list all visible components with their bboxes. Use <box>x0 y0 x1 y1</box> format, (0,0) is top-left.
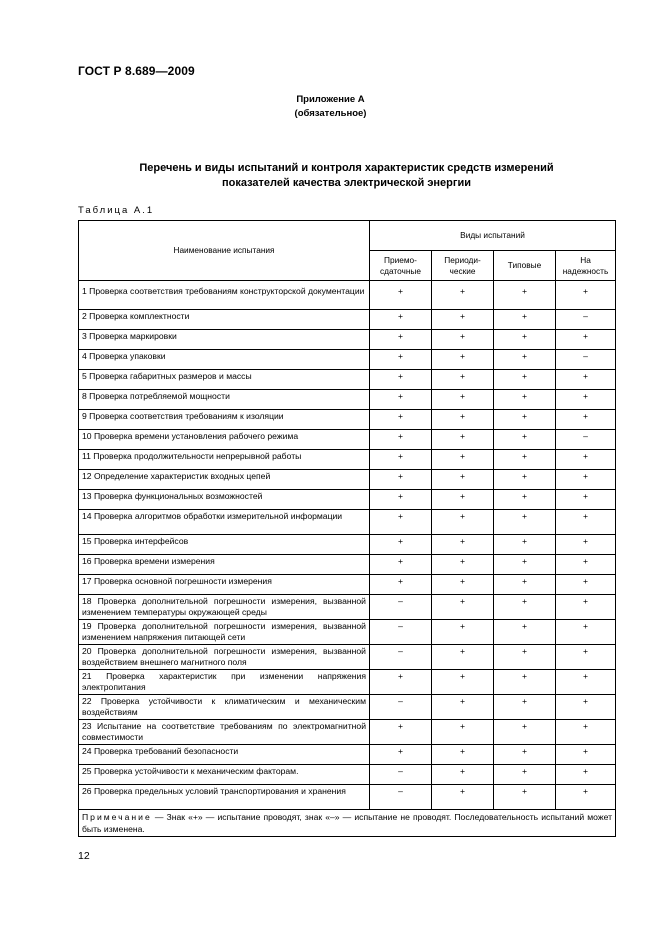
mark-acceptance: + <box>370 720 432 745</box>
mark-reliability: + <box>556 620 616 645</box>
header-reliability: На надежность <box>556 251 616 281</box>
header-test-types: Виды испытаний <box>370 221 616 251</box>
mark-type: + <box>494 575 556 595</box>
row-test-name: 1 Проверка соответствия требованиям конструкторской документации <box>79 281 370 310</box>
mark-reliability: + <box>556 390 616 410</box>
table-note <box>79 810 616 837</box>
mark-type: + <box>494 595 556 620</box>
table-row <box>79 370 616 390</box>
mark-acceptance: – <box>370 645 432 670</box>
mark-acceptance: + <box>370 745 432 765</box>
header-test-name: Наименование испытания <box>79 221 370 281</box>
mark-type: + <box>494 330 556 350</box>
mark-periodic: + <box>432 470 494 490</box>
mark-type: + <box>494 470 556 490</box>
document-title <box>78 161 615 191</box>
mark-type: + <box>494 670 556 695</box>
table-row <box>79 490 616 510</box>
mark-reliability: + <box>556 470 616 490</box>
mark-periodic: + <box>432 350 494 370</box>
mark-periodic: + <box>432 535 494 555</box>
row-test-name: 26 Проверка предельных условий транспортирования и хранения <box>79 785 370 810</box>
mark-acceptance: – <box>370 785 432 810</box>
mark-reliability: + <box>556 370 616 390</box>
mark-type: + <box>494 370 556 390</box>
mark-reliability: – <box>556 350 616 370</box>
mark-acceptance: + <box>370 490 432 510</box>
mark-acceptance: + <box>370 555 432 575</box>
mark-periodic: + <box>432 410 494 430</box>
row-test-name: 17 Проверка основной погрешности измерения <box>79 575 370 595</box>
row-test-name: 19 Проверка дополнительной погрешности измерения, вызванной изменением напряжения питающей сети <box>79 620 370 645</box>
mark-type: + <box>494 390 556 410</box>
table-row <box>79 670 616 695</box>
row-test-name: 20 Проверка дополнительной погрешности измерения, вызванной воздействием внешнего магнитного поля <box>79 645 370 670</box>
mark-type: + <box>494 281 556 310</box>
mark-periodic: + <box>432 720 494 745</box>
row-test-name: 16 Проверка времени измерения <box>79 555 370 575</box>
mark-acceptance: + <box>370 535 432 555</box>
table-row <box>79 510 616 535</box>
row-test-name: 23 Испытание на соответствие требованиям по электромагнитной совместимости <box>79 720 370 745</box>
mark-acceptance: + <box>370 390 432 410</box>
standard-code: ГОСТ Р 8.689—2009 <box>78 64 195 78</box>
mark-acceptance: + <box>370 410 432 430</box>
mark-acceptance: – <box>370 765 432 785</box>
mark-periodic: + <box>432 430 494 450</box>
table-row <box>79 281 616 310</box>
table-row <box>79 430 616 450</box>
mark-reliability: + <box>556 695 616 720</box>
row-test-name: 22 Проверка устойчивости к климатическим и механическим воздействиям <box>79 695 370 720</box>
mark-type: + <box>494 350 556 370</box>
mark-type: + <box>494 695 556 720</box>
mark-reliability: + <box>556 450 616 470</box>
mark-acceptance: + <box>370 670 432 695</box>
note-label: Примечание <box>82 812 152 822</box>
table-row <box>79 450 616 470</box>
mark-periodic: + <box>432 645 494 670</box>
mark-reliability: – <box>556 430 616 450</box>
mark-periodic: + <box>432 330 494 350</box>
mark-reliability: + <box>556 330 616 350</box>
row-test-name: 13 Проверка функциональных возможностей <box>79 490 370 510</box>
mark-type: + <box>494 645 556 670</box>
mark-periodic: + <box>432 281 494 310</box>
mark-periodic: + <box>432 390 494 410</box>
mark-reliability: + <box>556 745 616 765</box>
mark-periodic: + <box>432 555 494 575</box>
mark-type: + <box>494 510 556 535</box>
mark-reliability: + <box>556 555 616 575</box>
row-test-name: 2 Проверка комплектности <box>79 310 370 330</box>
page-number: 12 <box>78 850 90 862</box>
row-test-name: 5 Проверка габаритных размеров и массы <box>79 370 370 390</box>
mark-periodic: + <box>432 490 494 510</box>
table-row <box>79 620 616 645</box>
header-type: Типовые <box>494 251 556 281</box>
row-test-name: 21 Проверка характеристик при изменении напряжения электропитания <box>79 670 370 695</box>
table-row <box>79 535 616 555</box>
row-test-name: 4 Проверка упаковки <box>79 350 370 370</box>
tests-table <box>78 220 616 837</box>
mark-periodic: + <box>432 450 494 470</box>
mark-reliability: – <box>556 310 616 330</box>
table-row <box>79 645 616 670</box>
row-test-name: 18 Проверка дополнительной погрешности измерения, вызванной изменением температуры окружающей среды <box>79 595 370 620</box>
table-row <box>79 720 616 745</box>
mark-reliability: + <box>556 575 616 595</box>
mark-reliability: + <box>556 765 616 785</box>
table-row <box>79 595 616 620</box>
mark-periodic: + <box>432 575 494 595</box>
row-test-name: 8 Проверка потребляемой мощности <box>79 390 370 410</box>
mark-acceptance: + <box>370 575 432 595</box>
mark-type: + <box>494 535 556 555</box>
mark-type: + <box>494 745 556 765</box>
mark-periodic: + <box>432 745 494 765</box>
mark-acceptance: + <box>370 450 432 470</box>
annex-title: Приложение А <box>296 94 365 105</box>
mark-reliability: + <box>556 720 616 745</box>
table-row <box>79 310 616 330</box>
mark-acceptance: – <box>370 695 432 720</box>
mark-acceptance: + <box>370 470 432 490</box>
mark-type: + <box>494 785 556 810</box>
mark-reliability: + <box>556 410 616 430</box>
note-text: — Знак «+» — испытание проводят, знак «–» — испытание не проводят. Последовательность испытаний может быть изменена. <box>82 812 613 834</box>
row-test-name: 3 Проверка маркировки <box>79 330 370 350</box>
mark-acceptance: + <box>370 350 432 370</box>
table-row <box>79 695 616 720</box>
mark-acceptance: + <box>370 310 432 330</box>
mark-reliability: + <box>556 510 616 535</box>
table-note-row <box>79 810 616 837</box>
mark-periodic: + <box>432 695 494 720</box>
document-title-line-1: Перечень и виды испытаний и контроля характеристик средств измерений <box>139 162 554 174</box>
mark-periodic: + <box>432 510 494 535</box>
table-row <box>79 575 616 595</box>
mark-reliability: + <box>556 645 616 670</box>
mark-type: + <box>494 765 556 785</box>
mark-type: + <box>494 310 556 330</box>
table-row <box>79 555 616 575</box>
mark-periodic: + <box>432 370 494 390</box>
mark-acceptance: + <box>370 430 432 450</box>
mark-acceptance: – <box>370 595 432 620</box>
mark-reliability: + <box>556 785 616 810</box>
table-row <box>79 765 616 785</box>
table-row <box>79 745 616 765</box>
mark-type: + <box>494 450 556 470</box>
mark-reliability: + <box>556 535 616 555</box>
mark-periodic: + <box>432 620 494 645</box>
row-test-name: 24 Проверка требований безопасности <box>79 745 370 765</box>
row-test-name: 11 Проверка продолжительности непрерывной работы <box>79 450 370 470</box>
table-row <box>79 785 616 810</box>
row-test-name: 12 Определение характеристик входных цепей <box>79 470 370 490</box>
mark-type: + <box>494 555 556 575</box>
document-title-line-2: показателей качества электрической энергии <box>221 177 472 189</box>
mark-periodic: + <box>432 670 494 695</box>
table-row <box>79 470 616 490</box>
mark-acceptance: – <box>370 620 432 645</box>
table-row <box>79 330 616 350</box>
mark-reliability: + <box>556 670 616 695</box>
mark-reliability: + <box>556 490 616 510</box>
mark-reliability: + <box>556 595 616 620</box>
mark-type: + <box>494 410 556 430</box>
row-test-name: 15 Проверка интерфейсов <box>79 535 370 555</box>
mark-periodic: + <box>432 765 494 785</box>
mark-reliability: + <box>556 281 616 310</box>
mark-acceptance: + <box>370 370 432 390</box>
mark-type: + <box>494 620 556 645</box>
table-label: Таблица А.1 <box>78 205 155 216</box>
mark-periodic: + <box>432 785 494 810</box>
mark-acceptance: + <box>370 330 432 350</box>
row-test-name: 25 Проверка устойчивости к механическим факторам. <box>79 765 370 785</box>
table-row <box>79 350 616 370</box>
table-row <box>79 410 616 430</box>
mark-periodic: + <box>432 595 494 620</box>
table-row <box>79 390 616 410</box>
mark-periodic: + <box>432 310 494 330</box>
mark-acceptance: + <box>370 281 432 310</box>
mark-type: + <box>494 490 556 510</box>
annex-status: (обязательное) <box>294 108 367 119</box>
row-test-name: 9 Проверка соответствия требованиям к изоляции <box>79 410 370 430</box>
mark-type: + <box>494 720 556 745</box>
header-periodic: Периоди-ческие <box>432 251 494 281</box>
header-acceptance: Приемо-сдаточные <box>370 251 432 281</box>
row-test-name: 14 Проверка алгоритмов обработки измерительной информации <box>79 510 370 535</box>
mark-acceptance: + <box>370 510 432 535</box>
mark-type: + <box>494 430 556 450</box>
row-test-name: 10 Проверка времени установления рабочего режима <box>79 430 370 450</box>
